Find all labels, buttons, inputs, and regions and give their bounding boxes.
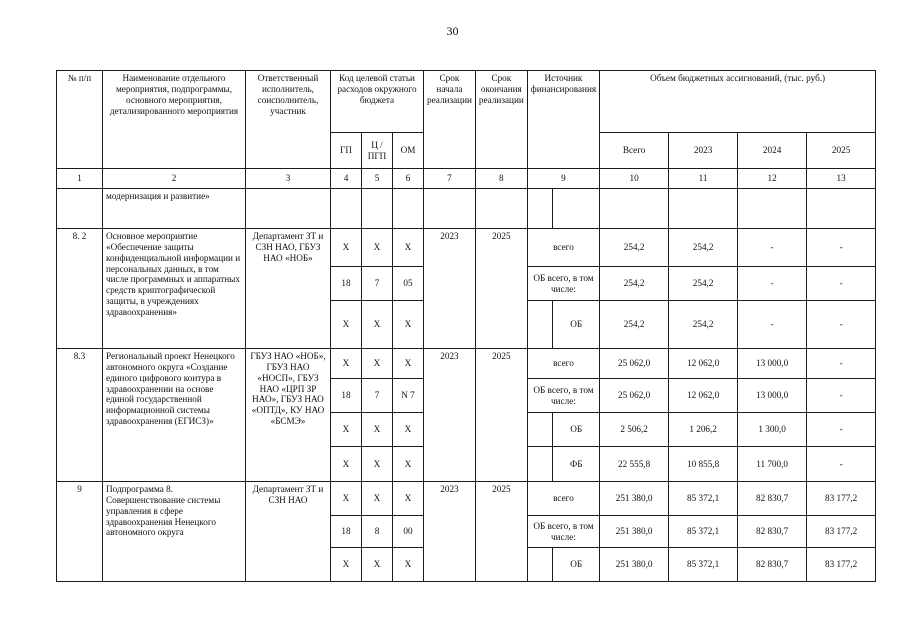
funding-source: ОБ: [553, 413, 600, 447]
measure-name: Основное мероприятие «Обеспечение защиты конфиденциальной информации и персональных данных, в том числе программных и аппаратных средств криптографической защиты, в учреждениях здравоохранения»: [103, 229, 246, 349]
amount-2024: 13 000,0: [738, 349, 807, 379]
header-2024: 2024: [738, 133, 807, 169]
amount-2023: 254,2: [669, 267, 738, 301]
amount-2023: 85 372,1: [669, 516, 738, 548]
amount-total: 251 380,0: [600, 548, 669, 582]
amount-2025: -: [807, 267, 876, 301]
amount-total: 2 506,2: [600, 413, 669, 447]
continuation-text: модернизация и развитие»: [103, 189, 246, 229]
empty-cell: [807, 189, 876, 229]
header-responsible: Ответственный исполнитель, соисполнитель, участник: [246, 71, 331, 169]
amount-2023: 85 372,1: [669, 548, 738, 582]
measure-name: Подпрограмма 8. Совершенствование системы управления в сфере здравоохранения Ненецкого автономного округа: [103, 482, 246, 582]
empty-cell: [738, 189, 807, 229]
amount-2024: 82 830,7: [738, 482, 807, 516]
code-om: Х: [393, 413, 424, 447]
col-number: 8: [475, 169, 527, 189]
page-number: 30: [446, 24, 459, 38]
amount-2025: -: [807, 379, 876, 413]
row-number: 8.3: [57, 349, 103, 482]
start-year: 2023: [424, 229, 476, 349]
funding-source: всего: [527, 482, 599, 516]
amount-2025: -: [807, 349, 876, 379]
row-number: 8. 2: [57, 229, 103, 349]
amount-2025: -: [807, 413, 876, 447]
code-cp: Х: [362, 349, 393, 379]
amount-2024: 82 830,7: [738, 516, 807, 548]
header-2025: 2025: [807, 133, 876, 169]
amount-2023: 1 206,2: [669, 413, 738, 447]
header-name: Наименование отдельного мероприятия, подпрограммы, основного мероприятия, детализированного мероприятия: [103, 71, 246, 169]
source-indent: [527, 301, 553, 349]
end-year: 2025: [475, 229, 527, 349]
amount-2023: 254,2: [669, 229, 738, 267]
code-cp: Х: [362, 413, 393, 447]
code-gp: Х: [331, 447, 362, 482]
start-year: 2023: [424, 349, 476, 482]
col-number: 3: [246, 169, 331, 189]
code-gp: Х: [331, 548, 362, 582]
amount-2024: -: [738, 267, 807, 301]
end-year: 2025: [475, 482, 527, 582]
amount-total: 254,2: [600, 301, 669, 349]
amount-2024: -: [738, 229, 807, 267]
responsible: Департамент ЗТ и СЗН НАО, ГБУЗ НАО «НОБ»: [246, 229, 331, 349]
col-number: 5: [362, 169, 393, 189]
funding-source: ОБ: [553, 548, 600, 582]
col-number: 7: [424, 169, 476, 189]
header-2023: 2023: [669, 133, 738, 169]
empty-cell: [331, 189, 362, 229]
code-cp: Х: [362, 301, 393, 349]
funding-source: ОБ всего, в том числе:: [527, 379, 599, 413]
amount-2024: 1 300,0: [738, 413, 807, 447]
empty-cell: [553, 189, 600, 229]
col-number: 4: [331, 169, 362, 189]
measure-name: Региональный проект Ненецкого автономного округа «Создание единого цифрового контура в здравоохранении на основе единой государственной информационной системы здравоохранения (ЕГИСЗ)»: [103, 349, 246, 482]
responsible: Департамент ЗТ и СЗН НАО: [246, 482, 331, 582]
source-indent: [527, 447, 553, 482]
amount-2023: 10 855,8: [669, 447, 738, 482]
header-om: ОМ: [393, 133, 424, 169]
code-gp: 18: [331, 379, 362, 413]
code-om: Х: [393, 447, 424, 482]
header-total: Всего: [600, 133, 669, 169]
empty-cell: [246, 189, 331, 229]
funding-source: всего: [527, 349, 599, 379]
col-number: 9: [527, 169, 599, 189]
empty-cell: [57, 189, 103, 229]
code-om: Х: [393, 482, 424, 516]
code-om: Х: [393, 349, 424, 379]
amount-2024: 13 000,0: [738, 379, 807, 413]
header-num: № п/п: [57, 71, 103, 169]
amount-2025: 83 177,2: [807, 548, 876, 582]
source-indent: [527, 548, 553, 582]
code-gp: Х: [331, 229, 362, 267]
amount-total: 251 380,0: [600, 516, 669, 548]
funding-source: ОБ всего, в том числе:: [527, 516, 599, 548]
code-gp: Х: [331, 413, 362, 447]
code-cp: 7: [362, 379, 393, 413]
empty-cell: [393, 189, 424, 229]
code-cp: Х: [362, 482, 393, 516]
col-number: 2: [103, 169, 246, 189]
code-cp: Х: [362, 548, 393, 582]
empty-cell: [527, 189, 553, 229]
code-gp: Х: [331, 349, 362, 379]
code-om: Х: [393, 229, 424, 267]
code-gp: 18: [331, 516, 362, 548]
header-gp: ГП: [331, 133, 362, 169]
col-number: 1: [57, 169, 103, 189]
header-source: Источник финансирования: [527, 71, 599, 169]
empty-cell: [362, 189, 393, 229]
amount-2025: -: [807, 447, 876, 482]
code-cp: 7: [362, 267, 393, 301]
amount-2025: -: [807, 301, 876, 349]
amount-2024: -: [738, 301, 807, 349]
header-start: Срок начала реализации: [424, 71, 476, 169]
empty-cell: [424, 189, 476, 229]
code-cp: 8: [362, 516, 393, 548]
row-number: 9: [57, 482, 103, 582]
header-end: Срок окончания реализации: [475, 71, 527, 169]
amount-total: 25 062,0: [600, 379, 669, 413]
code-om: 00: [393, 516, 424, 548]
funding-source: ОБ: [553, 301, 600, 349]
code-om: N 7: [393, 379, 424, 413]
code-cp: Х: [362, 229, 393, 267]
code-gp: 18: [331, 267, 362, 301]
empty-cell: [600, 189, 669, 229]
funding-source: ОБ всего, в том числе:: [527, 267, 599, 301]
start-year: 2023: [424, 482, 476, 582]
end-year: 2025: [475, 349, 527, 482]
amount-total: 25 062,0: [600, 349, 669, 379]
col-number: 10: [600, 169, 669, 189]
funding-source: всего: [527, 229, 599, 267]
header-code: Код целевой статьи расходов окружного бюджета: [331, 71, 424, 133]
empty-cell: [669, 189, 738, 229]
code-om: 05: [393, 267, 424, 301]
amount-2023: 85 372,1: [669, 482, 738, 516]
col-number: 6: [393, 169, 424, 189]
source-indent: [527, 413, 553, 447]
amount-2025: -: [807, 229, 876, 267]
amount-2024: 11 700,0: [738, 447, 807, 482]
amount-total: 254,2: [600, 267, 669, 301]
code-gp: Х: [331, 301, 362, 349]
col-number: 12: [738, 169, 807, 189]
responsible: ГБУЗ НАО «НОБ», ГБУЗ НАО «НОСП», ГБУЗ НАО «ЦРП ЗР НАО», ГБУЗ НАО «ОПТД», КУ НАО «БСМЭ»: [246, 349, 331, 482]
code-cp: Х: [362, 447, 393, 482]
budget-table: [56, 70, 876, 582]
amount-2025: 83 177,2: [807, 516, 876, 548]
amount-2023: 254,2: [669, 301, 738, 349]
header-cpgp: Ц / ПГП: [362, 133, 393, 169]
amount-2025: 83 177,2: [807, 482, 876, 516]
empty-cell: [475, 189, 527, 229]
code-om: Х: [393, 301, 424, 349]
amount-total: 254,2: [600, 229, 669, 267]
amount-2023: 12 062,0: [669, 379, 738, 413]
col-number: 11: [669, 169, 738, 189]
col-number: 13: [807, 169, 876, 189]
amount-2023: 12 062,0: [669, 349, 738, 379]
amount-total: 251 380,0: [600, 482, 669, 516]
amount-total: 22 555,8: [600, 447, 669, 482]
header-volume: Объем бюджетных ассигнований, (тыс. руб.): [600, 71, 876, 133]
code-om: Х: [393, 548, 424, 582]
funding-source: ФБ: [553, 447, 600, 482]
amount-2024: 82 830,7: [738, 548, 807, 582]
code-gp: Х: [331, 482, 362, 516]
